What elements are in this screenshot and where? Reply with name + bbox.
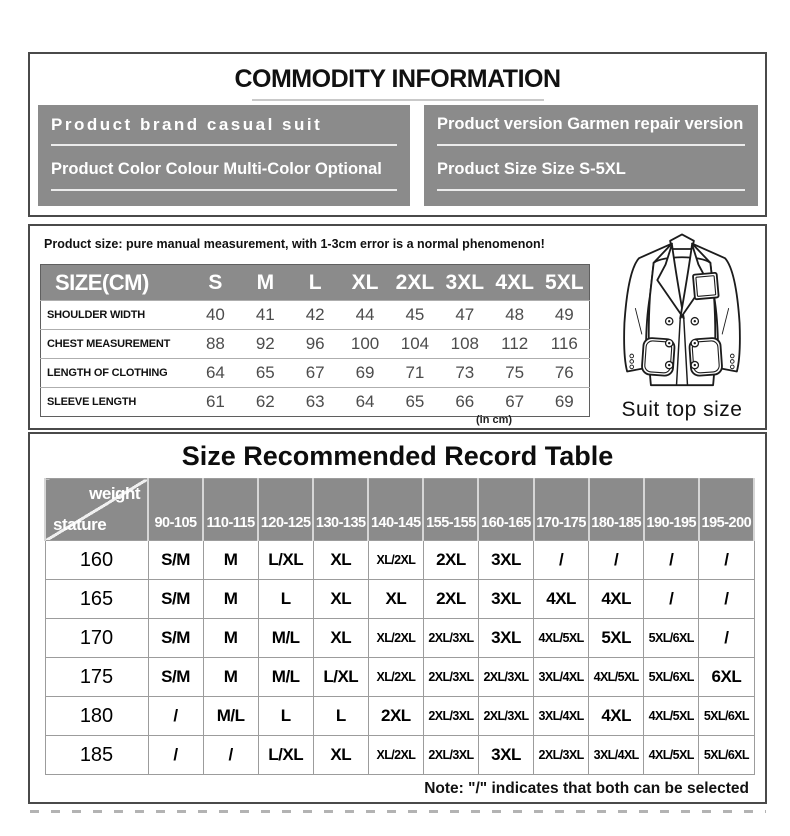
measurement-label: LENGTH OF CLOTHING: [47, 367, 168, 379]
measurement-value: 112: [501, 334, 529, 353]
recommend-table: [44, 478, 755, 775]
stature-value: 180: [45, 697, 148, 736]
corner-weight-label: weight: [89, 484, 140, 503]
commodity-info-section: [28, 52, 767, 217]
size-recommendation: 3XL: [478, 541, 533, 580]
weight-range-header: 120-125: [258, 479, 313, 541]
product-brand-line: Product brand casual suit: [51, 105, 397, 146]
measurement-value: 65: [255, 363, 275, 382]
size-recommendation: 4XL/5XL: [589, 658, 644, 697]
size-recommendation: 4XL/5XL: [534, 619, 589, 658]
corner-stature-label: stature: [53, 515, 107, 534]
size-recommendation: XL/2XL: [368, 736, 423, 775]
size-recommendation: L/XL: [313, 658, 368, 697]
suit-figure: [598, 228, 766, 422]
size-recommendation: 2XL/3XL: [423, 736, 478, 775]
weight-range-header: 195-200: [699, 479, 754, 541]
stature-value: 160: [45, 541, 148, 580]
measurement-value: 92: [255, 334, 275, 353]
measurement-value: 104: [400, 334, 430, 353]
size-recommendation: XL: [313, 580, 368, 619]
suit-jacket-icon: [603, 228, 761, 398]
size-recommendation: L/XL: [258, 736, 313, 775]
size-recommendation: 3XL: [478, 619, 533, 658]
measurement-value: 67: [505, 392, 525, 411]
size-recommendation: 2XL: [423, 541, 478, 580]
size-recommendation: XL: [368, 580, 423, 619]
measurement-value: 44: [355, 305, 375, 324]
size-recommendation: 2XL/3XL: [423, 697, 478, 736]
unit-note: (in cm): [476, 414, 513, 426]
weight-range-header: 130-135: [313, 479, 368, 541]
recommend-row: [45, 697, 754, 736]
size-recommendation: 4XL/5XL: [644, 736, 699, 775]
size-column-header: 3XL: [440, 265, 490, 301]
measurement-value: 45: [405, 305, 425, 324]
size-table-header-row: [41, 265, 590, 301]
measurement-value: 47: [455, 305, 475, 324]
measurement-value: 67: [305, 363, 325, 382]
size-recommendation: 3XL: [478, 736, 533, 775]
measurement-value: 76: [554, 363, 574, 382]
measurement-label: SHOULDER WIDTH: [47, 309, 146, 321]
size-recommendation: /: [699, 580, 754, 619]
size-recommendation: M: [203, 580, 258, 619]
size-recommendation: /: [148, 736, 203, 775]
measurement-value: 49: [554, 305, 574, 324]
slash-note: Note: "/" indicates that both can be selected: [424, 780, 749, 797]
page-title: COMMODITY INFORMATION: [234, 65, 561, 93]
size-recommendation: XL: [313, 736, 368, 775]
info-panel-right: [424, 105, 758, 206]
measurement-value: 69: [554, 392, 574, 411]
size-recommendation: 3XL/4XL: [589, 736, 644, 775]
size-recommendation: XL/2XL: [368, 619, 423, 658]
size-recommendation: 3XL/4XL: [534, 658, 589, 697]
weight-range-header: 155-155: [423, 479, 478, 541]
measurement-value: 63: [305, 392, 325, 411]
recommend-table-body: [45, 541, 754, 775]
size-recommendation: 5XL/6XL: [699, 697, 754, 736]
size-chart-section: [28, 224, 767, 430]
size-recommendation: /: [699, 619, 754, 658]
size-recommendation: M/L: [258, 658, 313, 697]
measurement-value: 64: [205, 363, 225, 382]
measurement-value: 96: [305, 334, 325, 353]
measurement-value: 108: [450, 334, 479, 353]
measurement-value: 100: [350, 334, 380, 353]
size-column-header: 4XL: [490, 265, 540, 301]
size-recommendation: 2XL/3XL: [423, 619, 478, 658]
recommend-row: [45, 658, 754, 697]
size-recommendation: XL: [313, 619, 368, 658]
size-recommendation: /: [203, 736, 258, 775]
measurement-label: CHEST MEASUREMENT: [47, 338, 171, 350]
size-recommendation: M: [203, 658, 258, 697]
size-recommendation: L: [313, 697, 368, 736]
size-recommendation: /: [644, 541, 699, 580]
size-recommendation: 2XL/3XL: [534, 736, 589, 775]
measurement-value: 65: [405, 392, 425, 411]
measurement-value: 40: [205, 305, 225, 324]
weight-range-header: 160-165: [478, 479, 533, 541]
measurement-value: 116: [550, 334, 578, 353]
measurement-value: 42: [305, 305, 325, 324]
size-column-header: M: [240, 265, 290, 301]
size-table: [40, 264, 590, 417]
weight-range-header: 170-175: [534, 479, 589, 541]
measurement-value: 73: [455, 363, 475, 382]
recommend-row: [45, 541, 754, 580]
product-color-line: Product Color Colour Multi-Color Optional: [51, 150, 397, 191]
measurement-value: 64: [355, 392, 375, 411]
size-recommendation: L: [258, 580, 313, 619]
size-recommendation: 4XL/5XL: [644, 697, 699, 736]
measurement-value: 75: [505, 363, 525, 382]
size-recommendation: 4XL: [589, 580, 644, 619]
size-recommendation: /: [148, 697, 203, 736]
size-column-header: XL: [340, 265, 390, 301]
size-recommendation: M/L: [258, 619, 313, 658]
size-table-row: [41, 301, 590, 330]
size-recommendation: /: [589, 541, 644, 580]
size-recommendation: 5XL/6XL: [699, 736, 754, 775]
size-recommendation: XL: [313, 541, 368, 580]
size-recommendation: L/XL: [258, 541, 313, 580]
size-recommendation: 2XL/3XL: [478, 697, 533, 736]
suit-caption: Suit top size: [621, 398, 743, 421]
measurement-value: 66: [455, 392, 475, 411]
measurement-value: 71: [405, 363, 425, 382]
size-column-header: 2XL: [390, 265, 440, 301]
size-recommendation: 5XL/6XL: [644, 658, 699, 697]
size-recommendation: 2XL/3XL: [423, 658, 478, 697]
size-recommendation-section: [28, 432, 767, 804]
recommend-header-row: [45, 479, 754, 541]
size-recommendation: 2XL: [368, 697, 423, 736]
weight-range-header: 180-185: [589, 479, 644, 541]
stature-value: 185: [45, 736, 148, 775]
size-table-body: [41, 301, 590, 417]
title-divider: [252, 99, 544, 101]
size-recommendation: XL/2XL: [368, 658, 423, 697]
weight-range-header: 190-195: [644, 479, 699, 541]
product-size-line: Product Size Size S-5XL: [437, 150, 745, 191]
measurement-value: 69: [355, 363, 375, 382]
size-recommendation: S/M: [148, 541, 203, 580]
measurement-value: 41: [255, 305, 275, 324]
size-recommendation: 3XL: [478, 580, 533, 619]
size-recommendation: 4XL: [534, 580, 589, 619]
size-recommendation: S/M: [148, 580, 203, 619]
size-recommendation: 5XL/6XL: [644, 619, 699, 658]
recommend-row: [45, 619, 754, 658]
size-column-header: 5XL: [540, 265, 590, 301]
size-table-row: [41, 359, 590, 388]
size-column-header: S: [191, 265, 241, 301]
size-recommendation: S/M: [148, 619, 203, 658]
measurement-value: 62: [255, 392, 275, 411]
size-recommendation: /: [644, 580, 699, 619]
size-column-header: L: [290, 265, 340, 301]
product-version-line: Product version Garmen repair version: [437, 105, 745, 146]
stature-value: 165: [45, 580, 148, 619]
size-recommendation: 2XL: [423, 580, 478, 619]
info-panel-left: [38, 105, 410, 206]
recommendation-title: Size Recommended Record Table: [181, 441, 614, 471]
recommend-row: [45, 580, 754, 619]
measurement-label: SLEEVE LENGTH: [47, 396, 137, 408]
recommend-row: [45, 736, 754, 775]
weight-range-header: 90-105: [148, 479, 203, 541]
measurement-disclaimer: Product size: pure manual measurement, with 1-3cm error is a normal phenomenon!: [44, 237, 545, 251]
size-recommendation: 6XL: [699, 658, 754, 697]
measurement-value: 88: [205, 334, 225, 353]
measurement-value: 61: [205, 392, 225, 411]
weight-stature-corner-cell: [45, 479, 148, 541]
size-recommendation: /: [699, 541, 754, 580]
size-recommendation: M: [203, 619, 258, 658]
size-recommendation: M/L: [203, 697, 258, 736]
stature-value: 175: [45, 658, 148, 697]
size-table-row: [41, 388, 590, 417]
size-recommendation: 3XL/4XL: [534, 697, 589, 736]
size-table-row: [41, 330, 590, 359]
size-recommendation: 4XL: [589, 697, 644, 736]
size-recommendation: XL/2XL: [368, 541, 423, 580]
size-recommendation: 5XL: [589, 619, 644, 658]
size-table-title-cell: SIZE(CM): [41, 265, 191, 301]
size-recommendation: /: [534, 541, 589, 580]
size-recommendation: L: [258, 697, 313, 736]
size-recommendation: S/M: [148, 658, 203, 697]
size-recommendation: M: [203, 541, 258, 580]
stature-value: 170: [45, 619, 148, 658]
weight-range-header: 110-115: [203, 479, 258, 541]
bottom-dashed-divider: [30, 810, 766, 813]
weight-range-header: 140-145: [368, 479, 423, 541]
measurement-value: 48: [505, 305, 525, 324]
size-recommendation: 2XL/3XL: [478, 658, 533, 697]
